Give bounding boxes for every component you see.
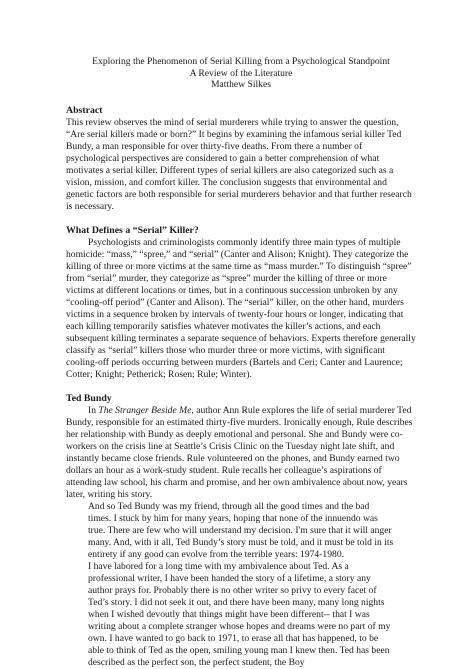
abstract-text: This review observes the mind of serial murderers while trying to answer the question, “Are serial killers made or born?” It begins by examining the infamous serial killer Ted Bundy, a man responsible for over thirty-five deaths. From there a number of psychological perspectives are considered to gain a better comprehension of what motivates a serial killer. Different types of serial killers are also categorized such as a vision, mission, and comfort killer. The conclusion suggests that environmental and genetic factors are both responsible for serial murderers behavior and that further research is necessary. (66, 116, 412, 212)
title-block (66, 56, 416, 91)
abstract-heading: Abstract (66, 104, 103, 116)
book-title: The Stranger Beside Me (98, 404, 192, 416)
paper-title: Exploring the Phenomenon of Serial Killing from a Psychological Standpoint (92, 56, 390, 67)
section-heading-serial: What Defines a “Serial” Killer? (66, 224, 199, 236)
section-text-serial: Psychologists and criminologists commonly identify three main types of multiple homicide: “mass,” “spree,” and “serial” (Canter and Alison; Knight). They categorize the killing of three or more victims at the same time as “mass murder.” To distinguish “spree” from “serial” murder, they categorize as “spree” murder the killing of three or more victims at different locations or times, but in a continuous succession unbroken by any “cooling-off period” (Canter and Alison). The “serial” killer, on the other hand, murders victims in a sequence broken by intervals of twenty-four hours or longer, indicating that each killing temporarily satisfies whatever motivates the killer’s actions, and each subsequent killing terminates a separate sequence of behaviors. Experts therefore generally classify as “serial” killers those who murder three or more victims, with significant cooling-off periods occurring between murders (Bartels and Ceri; Canter and Laurence; Cotter; Knight; Petherick; Rosen; Rule; Winter). (66, 236, 416, 380)
document-page (66, 56, 416, 669)
paper-subtitle: A Review of the Literature (189, 67, 293, 79)
intro-rest: , author Ann Rule explores the life of serial murderer Ted Bundy, responsible for an estimated thirty-five murders. Ironically enough, Rule describes her relationship with Bundy as deeply emotional and personal. She and Bundy were co-workers on the crisis line at Seattle’s Crisis Clinic on the Tuesday night late shift, and instantly became close friends. Rule volunteered on the phones, and Bundy earned two dollars an hour as a work-study student. Rule recalls her colleague’s aspirations of attending law school, his charm and promise, and her own ambivalence about now, years later, writing his story. (66, 404, 413, 500)
author-name: Matthew Silkes (211, 79, 271, 90)
section-text-bundy (66, 405, 416, 501)
block-quote (88, 501, 394, 669)
quote-paragraph-2: I have labored for a long time with my ambivalence about Ted. As a professional writer, I have been handed the story of a lifetime, a story any author prays for. Probably there is no other writer so privy to every facet of Ted’s story. I did not seek it out, and there have been many, many long nights when I wished devoutly that things might have been different-- that I was writing about a complete stranger whose hopes and dreams were no part of my own. I have wanted to go back to 1971, to erase all that has happened, to be able to think of Ted as the open, smiling young man I knew then. Ted has been described as the perfect son, the perfect student, the Boy (88, 560, 391, 668)
intro-prefix: In (88, 404, 99, 416)
section-heading-bundy: Ted Bundy (66, 392, 112, 404)
quote-paragraph-1: And so Ted Bundy was my friend, through all the good times and the bad times. I stuck by him for many years, hoping that none of the innuendo was true. There are few who will understand my decision. I'm sure that it will anger many. And, with it all, Ted Bundy’s story must be told, and it must be told in its entirety if any good can evolve from the terrible years: 1974-1980. (88, 500, 394, 560)
